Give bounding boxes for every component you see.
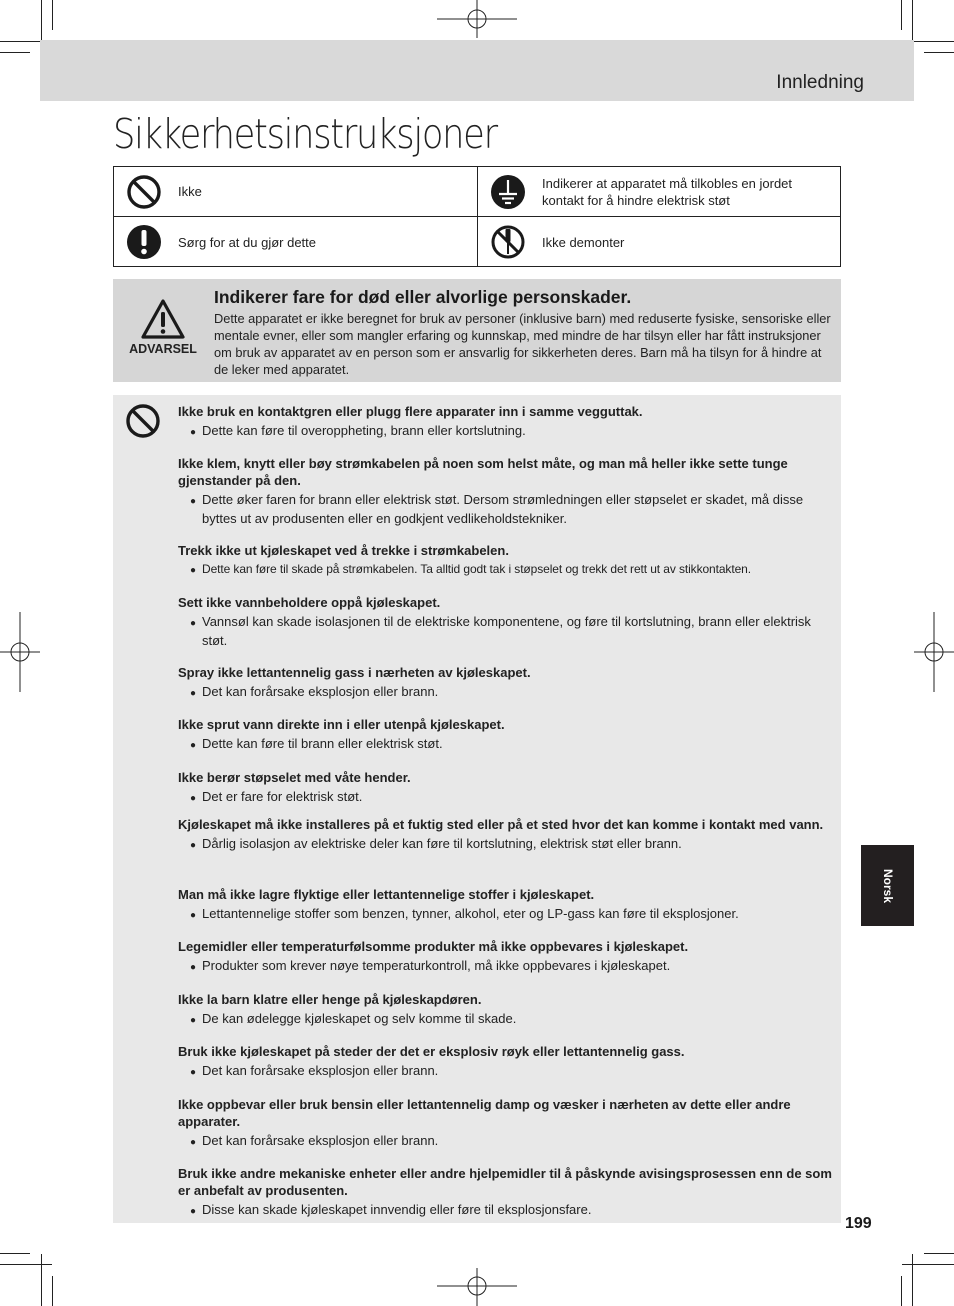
instruction-item bbox=[178, 938, 833, 976]
language-tab bbox=[861, 845, 914, 926]
ground-icon bbox=[490, 174, 526, 210]
warning-heading: Indikerer fare for død eller alvorlige personskader. bbox=[214, 287, 632, 307]
section-label: Innledning bbox=[776, 72, 864, 93]
legend-item-mandatory bbox=[114, 217, 477, 267]
instruction-item bbox=[178, 886, 833, 924]
legend-text: Indikerer at apparatet må tilkobles en jordet kontakt for å hindre elektrisk støt bbox=[542, 175, 793, 208]
instruction-item bbox=[178, 769, 833, 807]
instruction-bullet: ● Vannsøl kan skade isolasjonen til de elektriske komponentene, og føre til kortslutning, brann eller elektrisk støt. bbox=[190, 613, 833, 649]
instruction-item bbox=[178, 1043, 833, 1081]
page-title: Sikkerhetsinstruksjoner bbox=[113, 110, 497, 158]
legend-text: Sørg for at du gjør dette bbox=[178, 234, 317, 250]
instruction-title: Sett ikke vannbeholdere oppå kjøleskapet. bbox=[178, 595, 441, 610]
mandatory-icon bbox=[126, 224, 162, 260]
instruction-bullet: ● Dette kan føre til brann eller elektrisk støt. bbox=[190, 735, 833, 754]
instruction-bullet: ● Dette øker faren for brann eller elektrisk støt. Dersom strømledningen eller støpselet er skadet, må disse byttes ut av produsenten eller en godkjent vedlikeholdstekniker. bbox=[190, 491, 833, 527]
instruction-item bbox=[178, 403, 833, 441]
legend-item-ground bbox=[478, 167, 841, 216]
instruction-title: Bruk ikke kjøleskapet på steder der det er eksplosiv røyk eller lettantennelig gass. bbox=[178, 1044, 685, 1059]
legend-text: Ikke bbox=[178, 184, 202, 199]
instruction-bullet: ● Dårlig isolasjon av elektriske deler kan føre til kortslutning, elektrisk støt eller brann. bbox=[190, 835, 833, 854]
legend-text: Ikke demonter bbox=[542, 234, 625, 250]
instruction-title: Man må ikke lagre flyktige eller lettantennelige stoffer i kjøleskapet. bbox=[178, 887, 595, 902]
instruction-title: Legemidler eller temperaturfølsomme produkter må ikke oppbevares i kjøleskapet. bbox=[178, 939, 689, 954]
instruction-title: Ikke berør støpselet med våte hender. bbox=[178, 770, 411, 785]
instruction-bullet: ● Dette kan føre til skade på strømkabelen. Ta alltid godt tak i støpselet og trekk det rett ut av stikkontakten. bbox=[190, 561, 833, 579]
instruction-title: Trekk ikke ut kjøleskapet ved å trekke i strømkabelen. bbox=[178, 543, 509, 558]
header-band bbox=[40, 40, 914, 101]
instructions-box bbox=[113, 395, 841, 1223]
registration-mark-bottom bbox=[437, 1266, 517, 1306]
registration-mark-right bbox=[914, 612, 954, 692]
instruction-item bbox=[178, 455, 833, 527]
instruction-bullet: ● Lettantennelige stoffer som benzen, tynner, alkohol, eter og LP-gass kan føre til eksplosjoner. bbox=[190, 905, 833, 924]
instruction-title: Ikke bruk en kontaktgren eller plugg flere apparater inn i samme vegguttak. bbox=[178, 404, 643, 419]
warning-label: ADVARSEL bbox=[129, 342, 197, 356]
instruction-item bbox=[178, 1165, 833, 1220]
instruction-title: Ikke oppbevar eller bruk bensin eller lettantennelig damp og væsker i nærheten av dette eller andre apparater. bbox=[178, 1097, 791, 1129]
legend-item-prohibit bbox=[114, 167, 477, 216]
instruction-bullet: ● Det kan forårsake eksplosjon eller brann. bbox=[190, 1132, 833, 1151]
instruction-bullet: ● Det kan forårsake eksplosjon eller brann. bbox=[190, 1062, 833, 1081]
instruction-item bbox=[178, 594, 833, 649]
instruction-item bbox=[178, 664, 833, 702]
page-number: 199 bbox=[845, 1215, 872, 1232]
instruction-item bbox=[178, 716, 833, 754]
instruction-title: Ikke klem, knytt eller bøy strømkabelen på noen som helst måte, og man må heller ikke sette tunge gjenstander på den. bbox=[178, 456, 788, 488]
instruction-item bbox=[178, 816, 833, 854]
instruction-title: Bruk ikke andre mekaniske enheter eller andre hjelpemidler til å påskynde avisingsprosessen enn de som er anbefalt av produsenten. bbox=[178, 1166, 832, 1198]
symbol-legend bbox=[113, 166, 841, 267]
warning-triangle-icon bbox=[140, 298, 186, 340]
registration-mark-left bbox=[0, 612, 40, 692]
language-tab-label: Norsk bbox=[880, 868, 895, 903]
warning-text: Dette apparatet er ikke beregnet for bruk av personer (inklusive barn) med reduserte fysiske, sensoriske eller mentale evner, eller som mangler erfaring og kunnskap, med mindre de har tilsyn eller har fått instruksjoner om bruk av apparatet av en person som er ansvarlig for sikkerheten deres. Barn må ha tilsyn for å hindre at de leker med apparatet. bbox=[214, 311, 831, 377]
legend-item-no-disassemble bbox=[478, 217, 841, 267]
instruction-title: Ikke sprut vann direkte inn i eller utenpå kjøleskapet. bbox=[178, 717, 505, 732]
instruction-item bbox=[178, 991, 833, 1029]
instruction-bullet: ● Det er fare for elektrisk støt. bbox=[190, 788, 833, 807]
instruction-title: Kjøleskapet må ikke installeres på et fuktig sted eller på et sted hvor det kan komme i kontakt med vann. bbox=[178, 817, 824, 832]
prohibition-icon bbox=[126, 174, 162, 210]
instruction-bullet: ● Det kan forårsake eksplosjon eller brann. bbox=[190, 683, 833, 702]
instruction-bullet: ● Produkter som krever nøye temperaturkontroll, må ikke oppbevares i kjøleskapet. bbox=[190, 957, 833, 976]
instruction-bullet: ● Disse kan skade kjøleskapet innvendig eller føre til eksplosjonsfare. bbox=[190, 1201, 833, 1220]
instruction-bullet: ● De kan ødelegge kjøleskapet og selv komme til skade. bbox=[190, 1010, 833, 1029]
instruction-item bbox=[178, 542, 833, 579]
instruction-title: Spray ikke lettantennelig gass i nærheten av kjøleskapet. bbox=[178, 665, 531, 680]
instruction-item bbox=[178, 1096, 833, 1151]
registration-mark-top bbox=[437, 0, 517, 40]
warning-box bbox=[113, 279, 841, 382]
instruction-title: Ikke la barn klatre eller henge på kjøleskapdøren. bbox=[178, 992, 482, 1007]
instruction-bullet: ● Dette kan føre til overoppheting, brann eller kortslutning. bbox=[190, 422, 833, 441]
no-disassemble-icon bbox=[490, 224, 526, 260]
prohibition-icon bbox=[125, 403, 161, 439]
